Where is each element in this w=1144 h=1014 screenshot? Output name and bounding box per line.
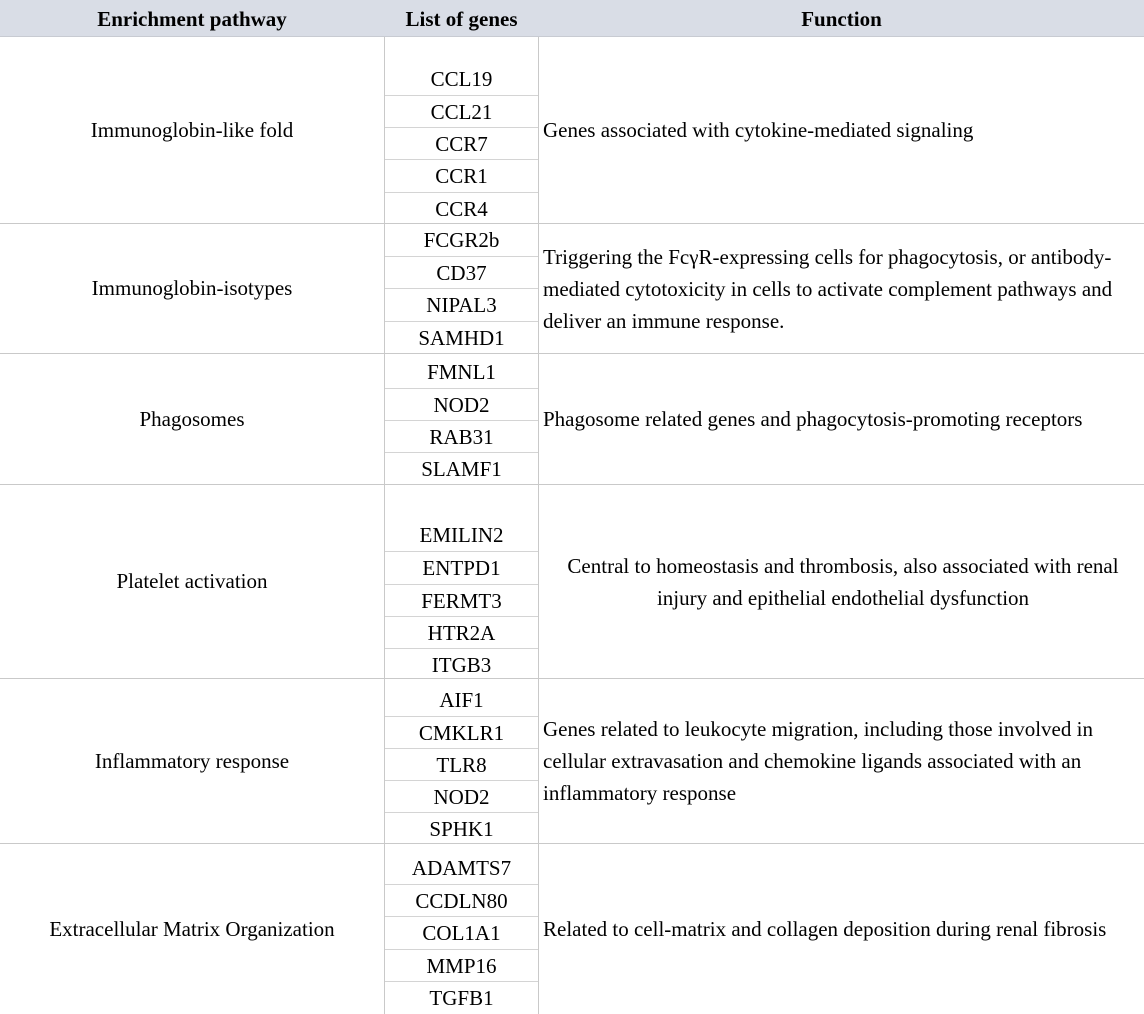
gene-item: HTR2A (385, 616, 538, 648)
function-text: Central to homeostasis and thrombosis, also associated with renal injury and epithelial endothelial dysfunction (567, 553, 1119, 610)
function-text: Related to cell-matrix and collagen deposition during renal fibrosis (543, 917, 1107, 941)
gene-item: CMKLR1 (385, 716, 538, 748)
gene-item: FMNL1 (427, 360, 496, 384)
gene-item: SLAMF1 (385, 452, 538, 484)
pathway-cell: Immunoglobin-isotypes (91, 276, 293, 300)
gene-item: CCR4 (385, 192, 538, 224)
table-row (0, 844, 1144, 1014)
gene-item: ADAMTS7 (411, 856, 512, 880)
genes-cell (384, 679, 539, 843)
function-text: Triggering the FcγR-expressing cells for phagocytosis, or antibody-mediated cytotoxicity in cells to activate complement pathways and deliver an immune response. (543, 244, 1113, 333)
gene-item: ITGB3 (385, 648, 538, 680)
gene-item: AIF1 (439, 688, 484, 712)
genes-cell (384, 354, 539, 484)
function-text: Genes associated with cytokine-mediated signaling (543, 118, 974, 142)
pathway-cell: Inflammatory response (94, 748, 290, 773)
gene-item: CCR7 (385, 127, 538, 159)
table-row (0, 37, 1144, 224)
pathway-cell: Immunoglobin-like fold (90, 117, 294, 142)
function-text: Phagosome related genes and phagocytosis-promoting receptors (543, 407, 1083, 431)
header-function: Function (801, 7, 882, 31)
genes-cell (384, 37, 539, 223)
gene-item: SPHK1 (385, 812, 538, 844)
gene-item: NOD2 (385, 388, 538, 420)
function-text: Genes related to leukocyte migration, including those involved in cellular extravasation and chemokine ligands associated with an inflammatory response (543, 717, 1093, 805)
gene-item: SAMHD1 (385, 321, 538, 353)
genes-cell (384, 844, 539, 1014)
gene-item: FCGR2b (423, 228, 500, 252)
gene-item: NIPAL3 (385, 288, 538, 320)
function-cell (543, 224, 1143, 353)
gene-item: ENTPD1 (385, 551, 538, 583)
function-cell (543, 485, 1143, 678)
gene-item: CD37 (385, 256, 538, 288)
table-row (0, 679, 1144, 844)
genes-cell (384, 485, 539, 678)
table-row (0, 354, 1144, 485)
gene-item: NOD2 (385, 780, 538, 812)
gene-item: RAB31 (385, 420, 538, 452)
table-row (0, 485, 1144, 679)
table-row (0, 224, 1144, 354)
gene-item: EMILIN2 (419, 523, 504, 547)
gene-item: TLR8 (385, 748, 538, 780)
table-header (0, 0, 1144, 37)
genes-cell (384, 224, 539, 353)
gene-item: CCDLN80 (385, 884, 538, 916)
pathway-cell: Extracellular Matrix Organization (49, 916, 335, 941)
function-cell (543, 37, 1143, 223)
gene-item: CCL19 (430, 67, 493, 91)
gene-item: FERMT3 (385, 584, 538, 616)
header-genes: List of genes (405, 7, 518, 31)
gene-item: MMP16 (385, 949, 538, 981)
gene-item: TGFB1 (385, 981, 538, 1013)
pathway-cell: Platelet activation (116, 569, 268, 593)
function-cell (543, 354, 1143, 484)
gene-item: CCL21 (385, 95, 538, 127)
function-cell (543, 679, 1143, 843)
gene-item: COL1A1 (385, 916, 538, 948)
function-cell (543, 844, 1143, 1014)
header-pathway: Enrichment pathway (97, 7, 287, 31)
gene-item: CCR1 (385, 159, 538, 191)
pathway-cell: Phagosomes (139, 406, 245, 431)
